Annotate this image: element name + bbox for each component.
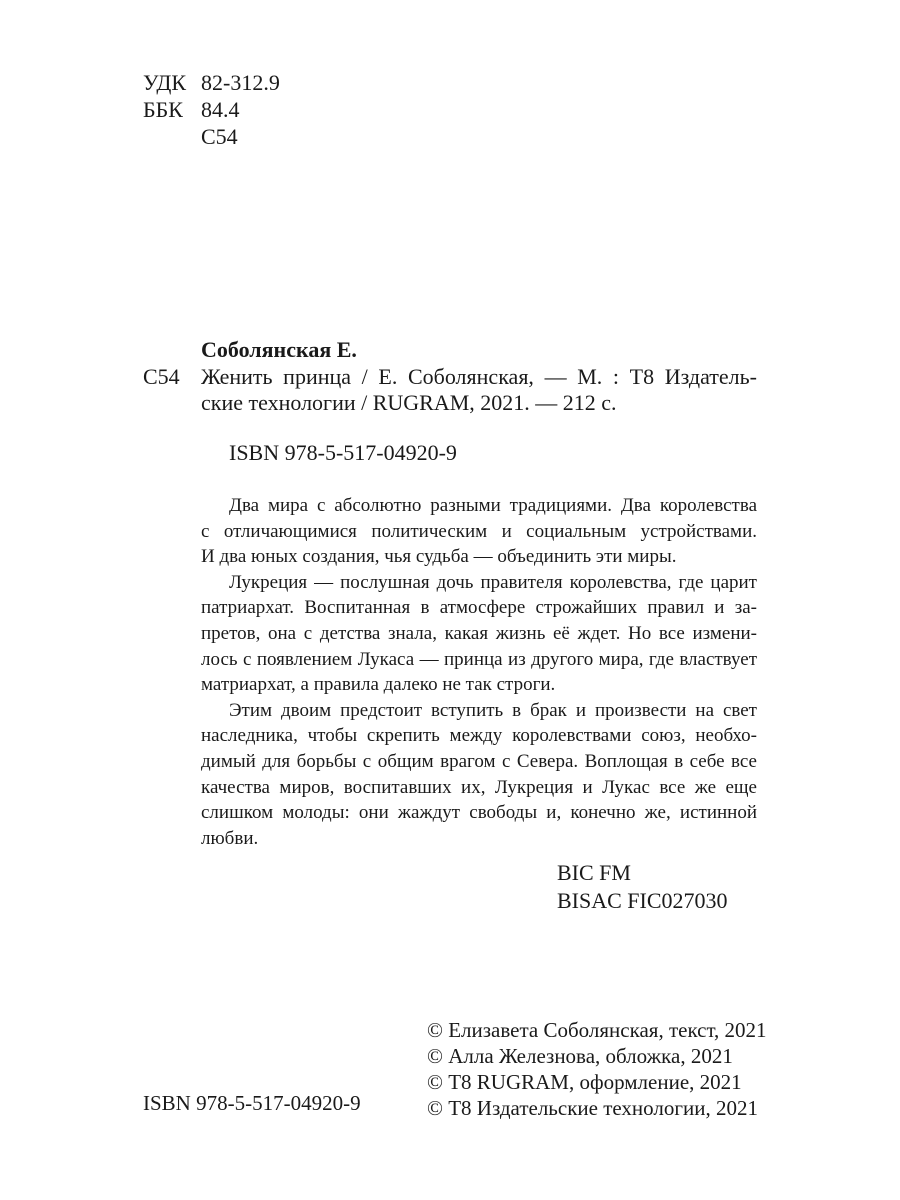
copyright-notices	[427, 1017, 767, 1121]
annotation-line: слишком молоды: они жаждут свободы и, конечно же, истинной	[201, 802, 757, 824]
udk-label: УДК	[143, 70, 187, 95]
annotation-line: И два юных создания, чья судьба — объединить эти миры.	[201, 546, 677, 568]
annotation-line: претов, она с детства знала, какая жизнь её ждет. Но все измени-	[201, 622, 757, 644]
copyright-line: © Елизавета Соболянская, текст, 2021	[427, 1018, 767, 1042]
cutter-row	[143, 124, 238, 150]
bbk-row	[143, 97, 240, 123]
annotation-line: Лукреция — послушная дочь правителя королевства, где царит	[229, 571, 757, 593]
isbn-main: ISBN 978-5-517-04920-9	[229, 440, 457, 465]
annotation	[201, 493, 757, 851]
annotation-line: качества миров, воспитавших их, Лукреция и Лукас все же еще	[201, 776, 757, 798]
bibliographic-description	[201, 364, 757, 416]
cutter-code: С54	[143, 364, 180, 389]
udk-value: 82-312.9	[201, 70, 280, 95]
annotation-line: наследника, чтобы скрепить между королевствами союз, необхо-	[201, 725, 757, 747]
annotation-line: лось с появлением Лукаса — принца из другого мира, где властвует	[201, 648, 757, 670]
biblio-line-1: Женить принца / Е. Соболянская, — М. : Т8 Издатель-	[201, 364, 757, 389]
udk-row	[143, 70, 280, 96]
annotation-line: матриархат, а правила далеко не так строги.	[201, 674, 556, 696]
copyright-line: © Алла Железнова, обложка, 2021	[427, 1044, 733, 1068]
copyright-line: © Т8 Издательские технологии, 2021	[427, 1096, 758, 1120]
annotation-line: с отличающимися политическим и социальным устройствами.	[201, 520, 757, 542]
annotation-line: Этим двоим предстоит вступить в брак и произвести на свет	[229, 699, 757, 721]
annotation-line: Два мира с абсолютно разными традициями. Два королевства	[229, 495, 757, 516]
biblio-line-2: ские технологии / RUGRAM, 2021. — 212 с.	[201, 390, 617, 415]
copyright-line: © Т8 RUGRAM, оформление, 2021	[427, 1070, 742, 1094]
author-name: Соболянская Е.	[201, 337, 357, 362]
annotation-line: любви.	[201, 827, 259, 849]
bbk-label: ББК	[143, 97, 183, 122]
annotation-line: патриархат. Воспитанная в атмосфере строжайших правил и за-	[201, 597, 757, 619]
bbk-value: 84.4	[201, 97, 240, 122]
isbn-bottom: ISBN 978-5-517-04920-9	[143, 1091, 361, 1115]
cutter-value: С54	[201, 124, 238, 149]
subject-codes	[557, 859, 728, 915]
annotation-line: димый для борьбы с общим врагом с Севера. Воплощая в себе все	[201, 750, 757, 772]
bic-code: BIC FM	[557, 860, 631, 885]
bisac-code: BISAC FIC027030	[557, 888, 728, 913]
